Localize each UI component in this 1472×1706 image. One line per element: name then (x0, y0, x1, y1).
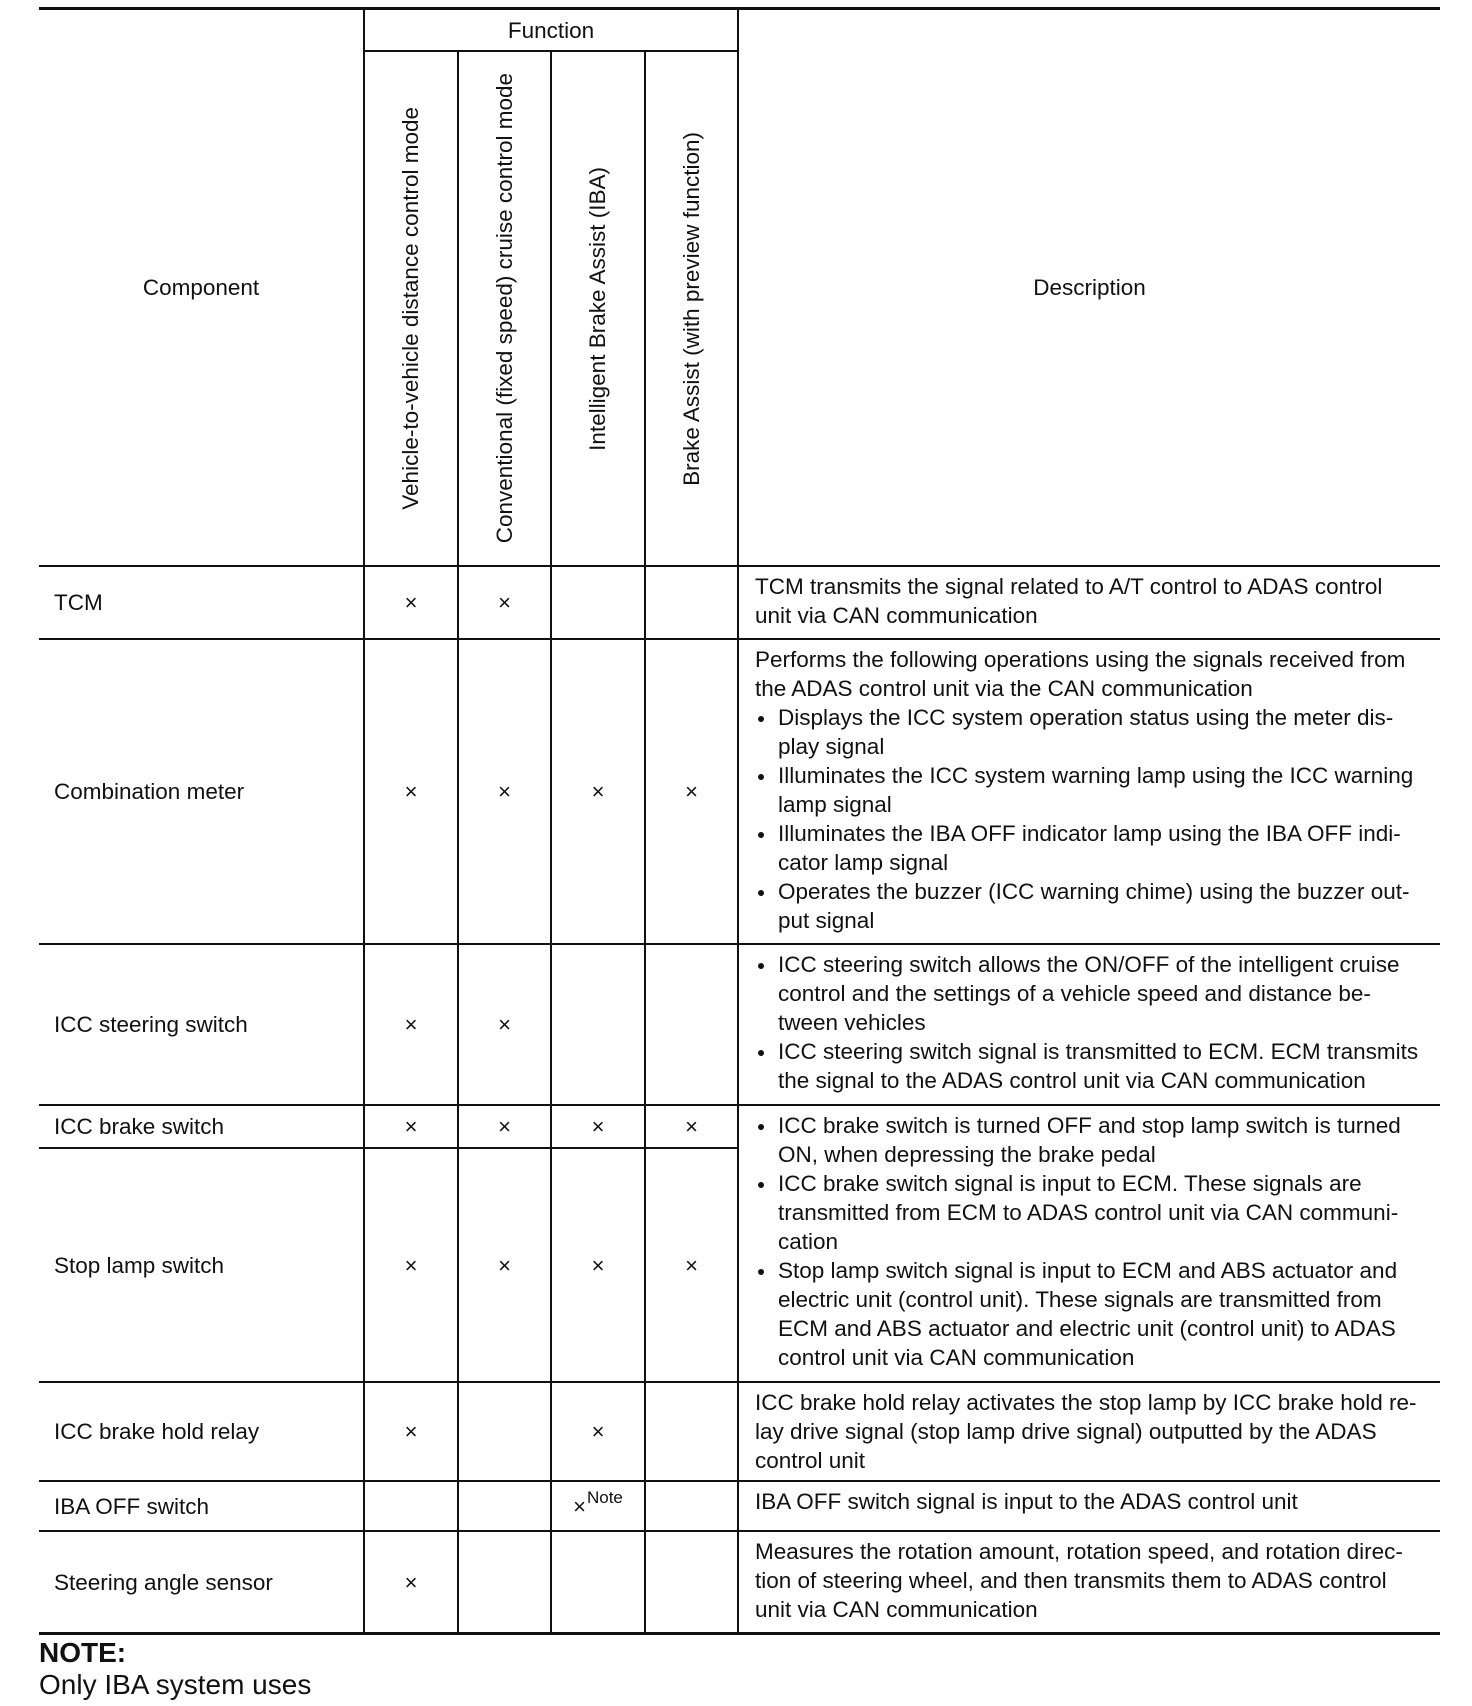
bullet-icon (758, 1182, 764, 1188)
bullet-icon (758, 890, 764, 896)
function-mark: × (573, 1493, 586, 1519)
description-line: ICC steering switch allows the ON/OFF of the intelligent cruise (778, 952, 1400, 977)
description-line: lamp signal (778, 792, 892, 817)
component-function-table (39, 7, 1440, 1635)
function-mark-cell (646, 1383, 739, 1482)
description-line: control unit via CAN communication (778, 1345, 1135, 1370)
description-line: unit via CAN communication (755, 603, 1038, 628)
description-line: Performs the following operations using the signals received from (755, 647, 1406, 672)
description-line: tion of steering wheel, and then transmits them to ADAS control (755, 1568, 1387, 1593)
component-column-header (39, 10, 365, 567)
component-cell (39, 1383, 365, 1482)
function-mark-cell: × (552, 640, 646, 945)
function-mark-cell: × (459, 1149, 552, 1383)
bullet-item (755, 819, 1434, 877)
function-column-label: Brake Assist (with preview function) (678, 131, 704, 486)
note-text: Only IBA system uses (39, 1669, 312, 1700)
description-line: tween vehicles (778, 1010, 926, 1035)
function-column-label: Vehicle-to-vehicle distance control mode (398, 107, 423, 510)
component-cell (39, 1532, 365, 1632)
function-column-label: Conventional (fixed speed) cruise control mode (491, 73, 517, 544)
description-column-header (739, 10, 1440, 567)
function-mark-cell: × (365, 1149, 459, 1383)
component-name: Stop lamp switch (54, 1252, 225, 1278)
description-cell (739, 567, 1440, 640)
component-name: IBA OFF switch (54, 1493, 210, 1519)
description-line: cator lamp signal (778, 850, 949, 875)
function-mark-cell (646, 1482, 739, 1532)
function-mark-cell: × (459, 1106, 552, 1149)
function-mark-cell: × (552, 1106, 646, 1149)
description-cell (739, 640, 1440, 945)
component-cell (39, 945, 365, 1106)
component-cell (39, 567, 365, 640)
description-cell (739, 1482, 1440, 1532)
description-line: put signal (778, 908, 875, 933)
description-line: Measures the rotation amount, rotation speed, and rotation direc- (755, 1539, 1403, 1564)
component-name: Steering angle sensor (54, 1569, 273, 1595)
note-block (39, 1637, 311, 1701)
function-mark-cell: × (646, 640, 739, 945)
description-line: ICC brake switch signal is input to ECM. These signals are (778, 1171, 1362, 1196)
function-mark-cell: × (365, 945, 459, 1106)
function-mark-cell (459, 1383, 552, 1482)
description-line: unit via CAN communication (755, 1597, 1038, 1622)
bullet-icon (758, 1050, 764, 1056)
function-mark-cell (552, 1532, 646, 1632)
function-mark-cell: × (365, 640, 459, 945)
description-line: play signal (778, 734, 885, 759)
description-cell (739, 945, 1440, 1106)
bullet-icon (758, 832, 764, 838)
component-cell (39, 640, 365, 945)
component-name: Combination meter (54, 779, 245, 804)
description-line: TCM transmits the signal related to A/T control to ADAS control (755, 574, 1383, 599)
bullet-item (755, 761, 1434, 819)
description-line: ICC brake hold relay activates the stop lamp by ICC brake hold re- (755, 1390, 1417, 1415)
description-line: Illuminates the IBA OFF indicator lamp using the IBA OFF indi- (778, 821, 1401, 846)
bullet-item (755, 703, 1434, 761)
function-mark-cell (646, 945, 739, 1106)
function-mark-cell (552, 1482, 646, 1532)
description-line: Illuminates the ICC system warning lamp using the ICC warning (778, 763, 1414, 788)
description-line: the ADAS control unit via the CAN communication (755, 676, 1253, 701)
component-name: ICC brake switch (54, 1114, 225, 1139)
note-reference: Note (586, 1487, 623, 1507)
bullet-item (755, 950, 1434, 1037)
description-line: ICC brake switch is turned OFF and stop lamp switch is turned (778, 1113, 1401, 1138)
description-line: control and the settings of a vehicle speed and distance be- (778, 981, 1371, 1006)
description-line: cation (778, 1229, 839, 1254)
function-mark-cell: × (365, 1106, 459, 1149)
description-cell (739, 1532, 1440, 1632)
description-header-label: Description (1033, 275, 1146, 300)
bullet-item (755, 1169, 1434, 1256)
function-mark-cell (459, 1532, 552, 1632)
function-column-label: Intelligent Brake Assist (IBA) (585, 166, 610, 451)
bullet-item (755, 1256, 1434, 1372)
function-mark-cell (646, 567, 739, 640)
bullet-icon (758, 963, 764, 969)
component-cell (39, 1149, 365, 1383)
description-line: Displays the ICC system operation status using the meter dis- (778, 705, 1394, 730)
function-header-label: Function (507, 17, 595, 43)
description-line: IBA OFF switch signal is input to the ADAS control unit (755, 1489, 1298, 1514)
function-mark-cell: × (552, 1149, 646, 1383)
function-column-header (552, 52, 646, 567)
function-mark-cell: × (646, 1149, 739, 1383)
component-name: TCM (54, 590, 103, 615)
component-cell (39, 1482, 365, 1532)
function-mark-cell: × (365, 567, 459, 640)
function-group-header (365, 10, 739, 52)
note-title: NOTE: (39, 1637, 127, 1668)
bullet-icon (758, 1124, 764, 1130)
description-line: lay drive signal (stop lamp drive signal) outputted by the ADAS (755, 1419, 1377, 1444)
bullet-icon (758, 774, 764, 780)
bullet-icon (758, 1269, 764, 1275)
function-mark-cell: × (552, 1383, 646, 1482)
function-column-header (365, 52, 459, 567)
function-mark-cell (646, 1532, 739, 1632)
description-line: Stop lamp switch signal is input to ECM and ABS actuator and (778, 1258, 1398, 1283)
component-cell (39, 1106, 365, 1149)
description-line: Operates the buzzer (ICC warning chime) using the buzzer out- (778, 879, 1410, 904)
description-line: control unit (755, 1448, 866, 1473)
function-column-header (459, 52, 552, 567)
function-mark-cell: × (365, 1532, 459, 1632)
component-name: ICC brake hold relay (54, 1419, 260, 1444)
bullet-item (755, 1037, 1434, 1095)
bullet-item (755, 877, 1434, 935)
description-cell (739, 1106, 1440, 1383)
description-cell (739, 1383, 1440, 1482)
function-mark-cell (552, 567, 646, 640)
component-name: ICC steering switch (54, 1012, 248, 1037)
function-mark-cell (365, 1482, 459, 1532)
description-line: ECM and ABS actuator and electric unit (control unit) to ADAS (778, 1316, 1396, 1341)
bullet-icon (758, 716, 764, 722)
function-column-header (646, 52, 739, 567)
bullet-item (755, 1111, 1434, 1169)
function-mark-cell (552, 945, 646, 1106)
description-line: electric unit (control unit). These signals are transmitted from (778, 1287, 1382, 1312)
description-line: transmitted from ECM to ADAS control unit via CAN communi- (778, 1200, 1399, 1225)
function-mark-cell: × (459, 945, 552, 1106)
description-line: ICC steering switch signal is transmitted to ECM. ECM transmits (778, 1039, 1419, 1064)
function-mark-cell: × (365, 1383, 459, 1482)
description-line: ON, when depressing the brake pedal (778, 1142, 1156, 1167)
function-mark-cell: × (646, 1106, 739, 1149)
function-mark-cell (459, 1482, 552, 1532)
description-line: the signal to the ADAS control unit via CAN communication (778, 1068, 1366, 1093)
function-mark-cell: × (459, 640, 552, 945)
function-mark-cell: × (459, 567, 552, 640)
component-header-label: Component (142, 275, 260, 300)
